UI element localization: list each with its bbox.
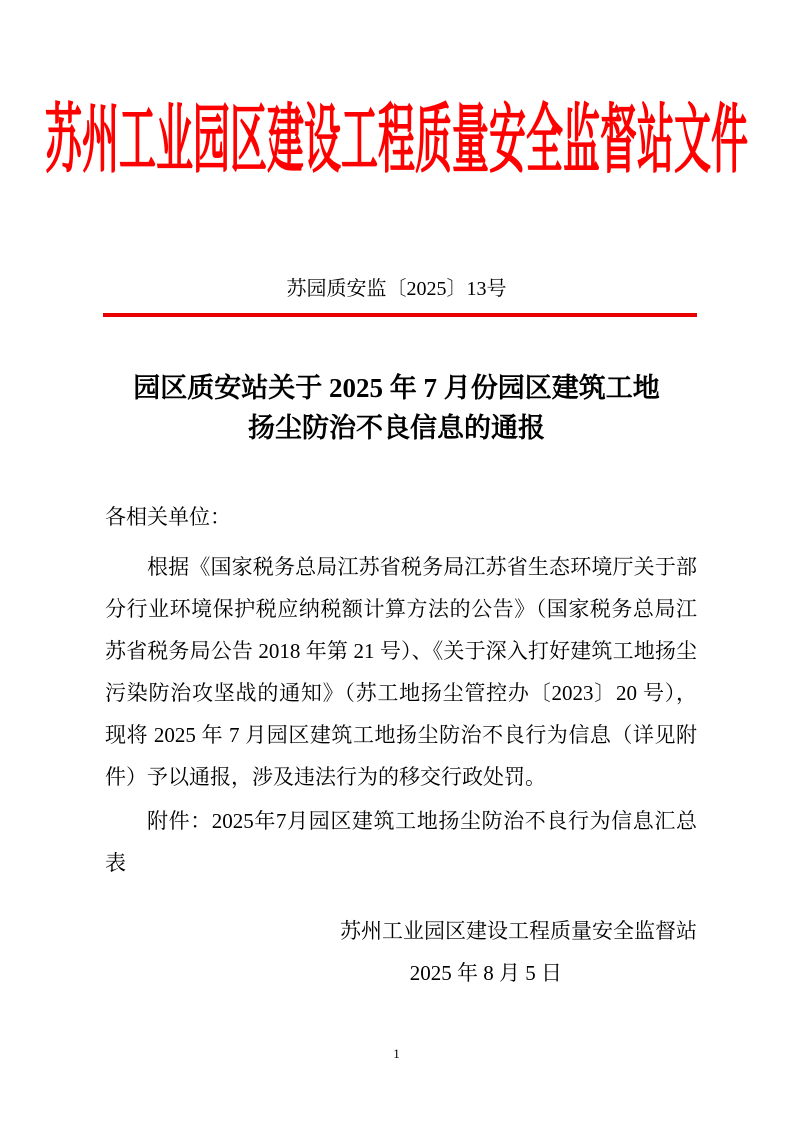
document-title: [104, 368, 689, 448]
salutation: 各相关单位：: [105, 505, 231, 529]
org-title: 苏州工业园区建设工程质量安全监督站文件: [45, 99, 748, 184]
document-title-line-1: 园区质安站关于 2025 年 7 月份园区建筑工地: [133, 373, 660, 403]
attachment-note: 附件：2025年7月园区建筑工地扬尘防治不良行为信息汇总表: [105, 809, 697, 875]
body-paragraph: 根据《国家税务总局江苏省税务局江苏省生态环境厅关于部分行业环境保护税应纳税额计算方法的公告》（国家税务总局江苏省税务局公告 2018 年第 21 号）、《关于深入打好建筑工地扬尘污染防治攻坚战的通知》（苏工地扬尘管控办〔2023〕20 号），现将 2025 年 7 月园区建筑工地扬尘防治不良行为信息（详见附件）予以通报，涉及违法行为的移交行政处罚。: [105, 555, 697, 789]
signature-organization: 苏州工业园区建设工程质量安全监督站: [340, 919, 697, 943]
document-header-banner: [0, 99, 793, 184]
signature-date: 2025 年 8 月 5 日: [409, 961, 562, 985]
document-title-line-2: 扬尘防治不良信息的通报: [248, 413, 545, 443]
document-body: [105, 496, 697, 994]
red-divider-line: [103, 313, 697, 317]
page-number: 1: [393, 1046, 400, 1061]
document-number: 苏园质安监〔2025〕13号: [286, 278, 507, 300]
